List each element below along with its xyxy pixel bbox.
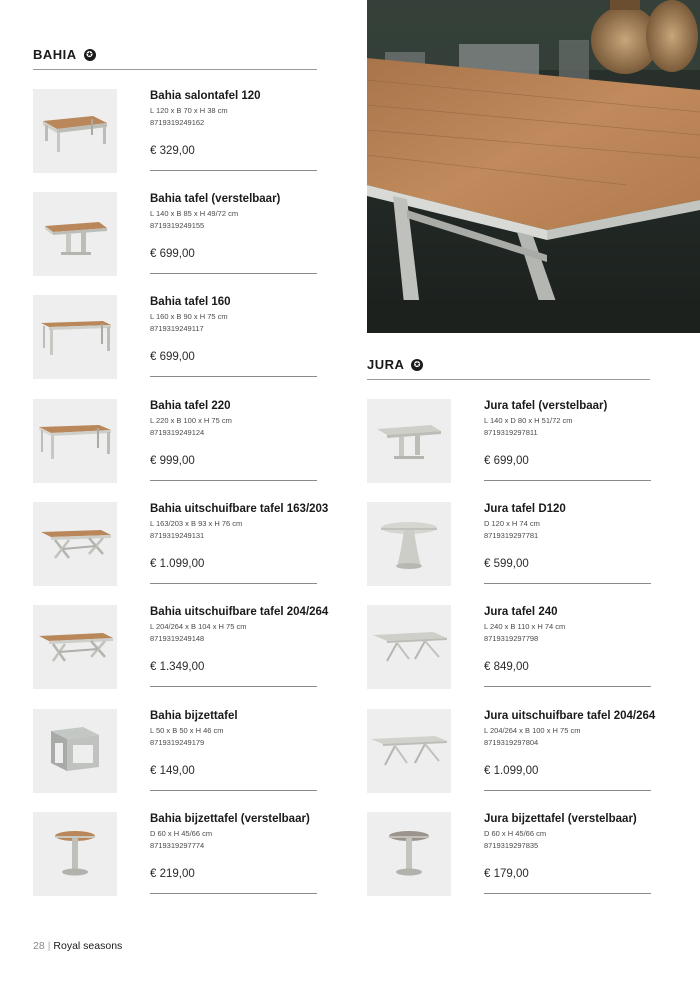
divider: [150, 893, 317, 894]
product-dimensions: L 163/203 x B 93 x H 76 cm: [150, 519, 243, 528]
product-ean: 8719319297811: [484, 428, 538, 437]
product-card[interactable]: [33, 812, 323, 902]
jura-title-text: JURA: [367, 357, 405, 372]
product-name: Jura tafel (verstelbaar): [484, 400, 608, 412]
divider: [484, 790, 651, 791]
product-name: Bahia bijzettafel (verstelbaar): [150, 813, 310, 825]
page-footer: [33, 940, 122, 952]
footer-separator: |: [47, 940, 51, 952]
divider: [150, 790, 317, 791]
product-name: Bahia bijzettafel: [150, 710, 238, 722]
product-price: € 849,00: [484, 661, 529, 673]
divider: [150, 376, 317, 377]
product-name: Jura uitschuifbare tafel 204/264: [484, 710, 656, 722]
product-card[interactable]: [367, 502, 657, 592]
product-name: Jura bijzettafel (verstelbaar): [484, 813, 637, 825]
product-name: Bahia tafel 160: [150, 296, 231, 308]
product-price: € 149,00: [150, 765, 195, 777]
dining-table-icon: [33, 295, 117, 379]
round-side-table-icon: [367, 812, 451, 896]
divider: [150, 273, 317, 274]
product-price: € 999,00: [150, 455, 195, 467]
product-ean: 8719319249148: [150, 634, 205, 643]
round-table-icon: [367, 502, 451, 586]
product-price: € 329,00: [150, 145, 195, 157]
adjustable-table-icon: [367, 399, 451, 483]
product-ean: 8719319297804: [484, 738, 539, 747]
product-price: € 1.349,00: [150, 661, 205, 673]
product-ean: 8719319297798: [484, 634, 539, 643]
divider: [484, 893, 651, 894]
product-card[interactable]: [33, 192, 323, 282]
divider: [150, 170, 317, 171]
product-dimensions: L 120 x B 70 x H 38 cm: [150, 106, 228, 115]
dining-table-icon: [33, 399, 117, 483]
product-dimensions: D 60 x H 45/66 cm: [150, 829, 213, 838]
product-ean: 8719319249131: [150, 531, 205, 540]
product-dimensions: L 204/264 x B 100 x H 75 cm: [484, 726, 581, 735]
product-card[interactable]: [33, 89, 323, 179]
product-price: € 219,00: [150, 868, 195, 880]
product-dimensions: L 140 x B 85 x H 49/72 cm: [150, 209, 239, 218]
jura-section-title: [367, 357, 423, 372]
product-card[interactable]: [367, 812, 657, 902]
product-ean: 8719319297774: [150, 841, 205, 850]
product-card[interactable]: [33, 605, 329, 695]
product-dimensions: D 60 x H 45/66 cm: [484, 829, 547, 838]
extendable-table-icon: [33, 502, 117, 586]
lifestyle-photo: [367, 0, 700, 333]
bahia-section-title: [33, 47, 96, 62]
product-name: Bahia salontafel 120: [150, 90, 261, 102]
divider: [150, 583, 317, 584]
divider: [150, 686, 317, 687]
product-dimensions: L 240 x B 110 x H 74 cm: [484, 622, 566, 631]
product-card[interactable]: [33, 399, 323, 489]
jura-section-divider: [367, 379, 650, 380]
product-name: Jura tafel D120: [484, 503, 566, 515]
extendable-table-icon: [367, 709, 451, 793]
product-card[interactable]: [367, 709, 657, 799]
product-dimensions: D 120 x H 74 cm: [484, 519, 540, 528]
product-price: € 699,00: [150, 351, 195, 363]
product-dimensions: L 220 x B 100 x H 75 cm: [150, 416, 232, 425]
product-card[interactable]: [33, 502, 329, 592]
divider: [484, 583, 651, 584]
product-price: € 179,00: [484, 868, 529, 880]
product-name: Bahia uitschuifbare tafel 204/264: [150, 606, 329, 618]
product-dimensions: L 140 x D 80 x H 51/72 cm: [484, 416, 573, 425]
product-dimensions: L 50 x B 50 x H 46 cm: [150, 726, 224, 735]
product-card[interactable]: [367, 605, 657, 695]
product-card[interactable]: [367, 399, 657, 489]
product-price: € 1.099,00: [150, 558, 205, 570]
product-card[interactable]: [33, 709, 323, 799]
product-ean: 8719319297835: [484, 841, 539, 850]
divider: [484, 686, 651, 687]
product-name: Jura tafel 240: [484, 606, 558, 618]
product-ean: 8719319249155: [150, 221, 205, 230]
coffee-table-icon: [33, 89, 117, 173]
product-name: Bahia tafel 220: [150, 400, 231, 412]
adjustable-table-icon: [33, 192, 117, 276]
product-ean: 8719319249162: [150, 118, 205, 127]
product-dimensions: L 160 x B 90 x H 75 cm: [150, 312, 228, 321]
round-side-table-icon: [33, 812, 117, 896]
product-ean: 8719319249179: [150, 738, 205, 747]
product-price: € 599,00: [484, 558, 529, 570]
product-name: Bahia uitschuifbare tafel 163/203: [150, 503, 329, 515]
product-price: € 699,00: [150, 248, 195, 260]
product-ean: 8719319297781: [484, 531, 539, 540]
product-ean: 8719319249124: [150, 428, 205, 437]
product-name: Bahia tafel (verstelbaar): [150, 193, 281, 205]
product-card[interactable]: [33, 295, 323, 385]
divider: [484, 480, 651, 481]
side-table-icon: [33, 709, 117, 793]
bahia-title-text: BAHIA: [33, 47, 77, 62]
product-price: € 699,00: [484, 455, 529, 467]
brand-name: Royal seasons: [53, 940, 123, 952]
star-icon: ✪: [84, 49, 96, 61]
bahia-section-divider: [33, 69, 317, 70]
page-number: 28: [33, 940, 45, 952]
product-dimensions: L 204/264 x B 104 x H 75 cm: [150, 622, 247, 631]
star-icon: ✪: [411, 359, 423, 371]
product-ean: 8719319249117: [150, 324, 204, 333]
product-price: € 1.099,00: [484, 765, 539, 777]
dining-table-icon: [367, 605, 451, 689]
extendable-table-icon: [33, 605, 117, 689]
divider: [150, 480, 317, 481]
